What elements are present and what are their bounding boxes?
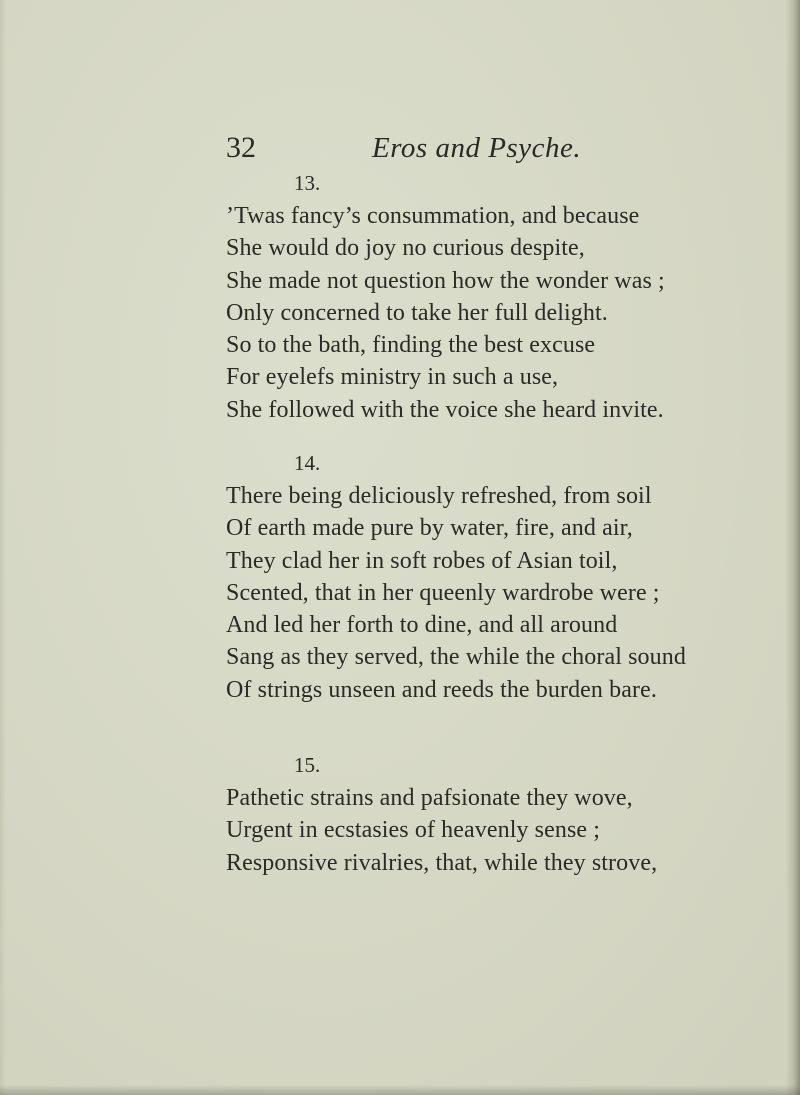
verse-line: There being deliciously refreshed, from soil xyxy=(226,483,652,509)
verse-line: Urgent in ecstasies of heavenly sense ; xyxy=(226,817,601,844)
verse-line: Of strings unseen and reeds the burden bare. xyxy=(226,676,657,703)
verse-line: She followed with the voice she heard invite. xyxy=(226,396,664,423)
verse-line: Of earth made pure by water, fire, and air, xyxy=(226,515,633,542)
verse-line: So to the bath, finding the best excuse xyxy=(226,332,596,359)
page-right-edge-shadow xyxy=(786,0,800,1095)
verse-line: She made not question how the wonder was ; xyxy=(226,267,665,294)
page-number: 32 xyxy=(226,131,256,164)
verse-line: Only concerned to take her full delight. xyxy=(226,299,608,326)
verse-line: ’Twas fancy’s consummation, and because xyxy=(226,203,640,229)
page-header xyxy=(226,128,646,168)
stanza-number: 15. xyxy=(294,753,321,777)
stanza-number: 13. xyxy=(294,171,321,195)
stanza-lines xyxy=(226,782,657,879)
verse-line: And led her forth to dine, and all around xyxy=(226,612,618,639)
verse-line: Sang as they served, the while the choral sound xyxy=(226,644,686,671)
stanza-lines xyxy=(226,480,686,706)
stanza-number: 14. xyxy=(294,451,321,475)
verse-line: Scented, that in her queenly wardrobe were ; xyxy=(226,579,660,606)
stanza-lines xyxy=(226,200,665,426)
verse-line: They clad her in soft robes of Asian toil, xyxy=(226,547,618,574)
running-title: Eros and Psyche. xyxy=(372,132,582,164)
verse-line: She would do joy no curious despite, xyxy=(226,235,585,262)
verse-line: Responsive rivalries, that, while they strove, xyxy=(226,849,658,876)
verse-line: Pathetic strains and pafsionate they wove, xyxy=(226,785,633,811)
page-bottom-edge-shadow xyxy=(0,1085,800,1095)
page-left-edge xyxy=(0,0,6,1095)
verse-line: For eyelefs ministry in such a use, xyxy=(226,364,559,391)
